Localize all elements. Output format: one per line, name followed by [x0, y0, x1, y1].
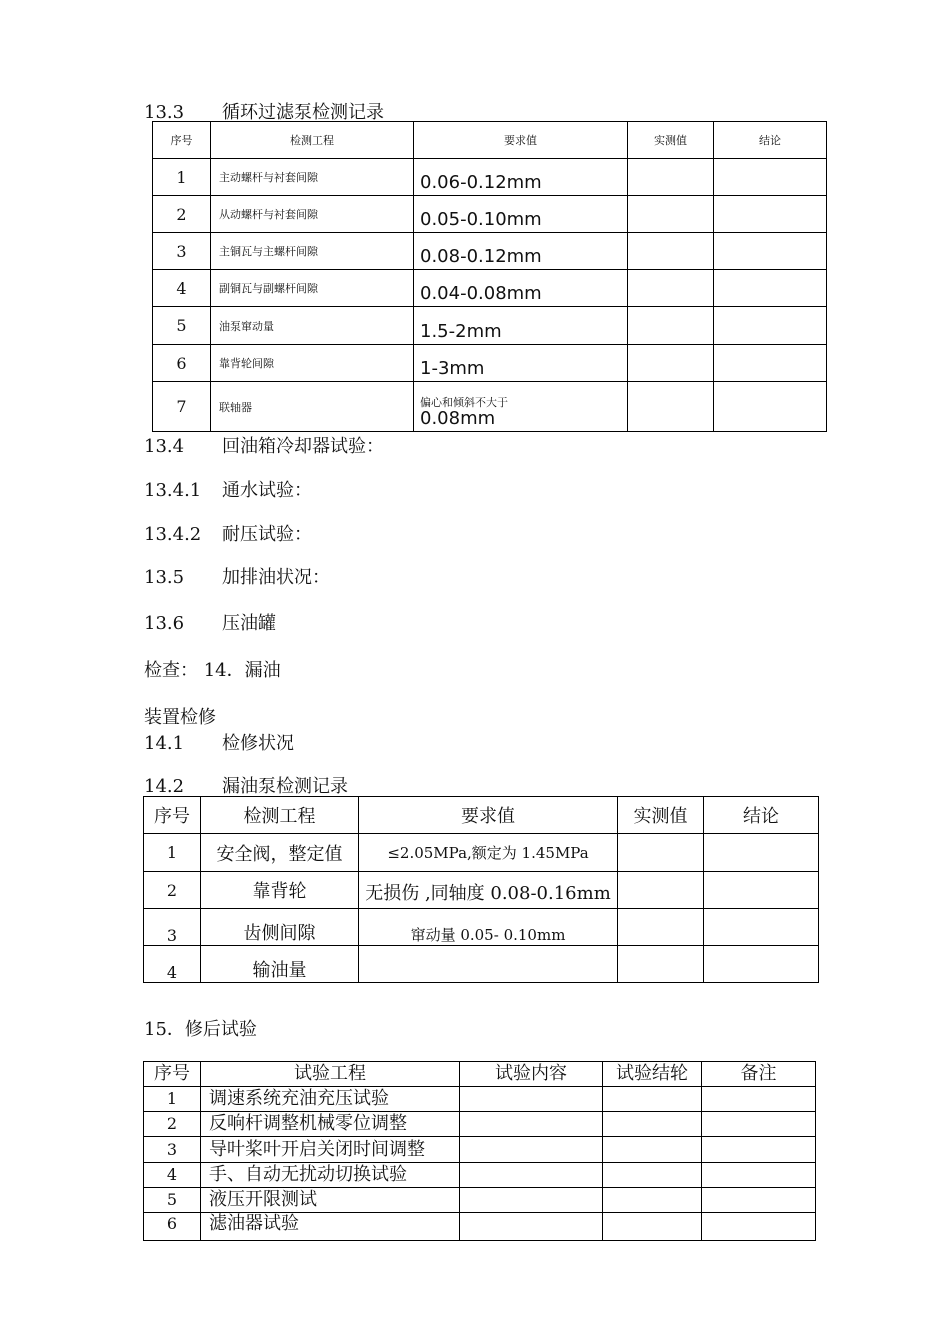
section-title: 加排油状况：: [222, 567, 330, 588]
required-value: 0.08-0.12mm: [414, 233, 628, 270]
required-value-note: 偏心和倾斜不大于: [420, 396, 508, 409]
section-number: 13.4.1: [144, 480, 202, 501]
required-value: 1.5-2mm: [414, 307, 628, 345]
header-cell: 检测工程: [211, 122, 414, 159]
table-row: [153, 382, 827, 432]
table-row: [153, 345, 827, 382]
table-row: [144, 1137, 816, 1163]
section-14-1-heading: [144, 729, 294, 755]
header-cell: 序号: [144, 1062, 201, 1087]
row-number: 1: [144, 1087, 201, 1112]
row-number: 6: [144, 1213, 201, 1241]
conclusion-cell[interactable]: [714, 382, 827, 432]
section-title: 耐压试验：: [222, 524, 312, 545]
test-item: 手、自动无扰动切换试验: [201, 1163, 460, 1188]
table-row: [153, 196, 827, 233]
section-13-4-heading: [144, 432, 384, 458]
section-title: 检修状况: [222, 733, 294, 754]
row-number: 1: [144, 834, 201, 872]
conclusion-cell[interactable]: [714, 233, 827, 270]
header-cell: 结论: [714, 122, 827, 159]
table-row: [144, 1087, 816, 1112]
check-item: 从动螺杆与衬套间隙: [211, 196, 414, 233]
required-value: 1-3mm: [414, 345, 628, 382]
remark-cell[interactable]: [702, 1188, 816, 1213]
required-value: ≤2.05MPa,额定为 1.45MPa: [359, 834, 618, 872]
section-14-title: 装置检修: [144, 707, 216, 728]
conclusion-cell[interactable]: [714, 196, 827, 233]
test-item: 液压开限测试: [201, 1188, 460, 1213]
test-result-cell[interactable]: [603, 1112, 702, 1137]
filter-pump-table: [152, 121, 827, 432]
row-number: 3: [144, 1137, 201, 1163]
test-result-cell[interactable]: [603, 1213, 702, 1241]
required-value-cell: [414, 382, 628, 432]
test-result-cell[interactable]: [603, 1163, 702, 1188]
header-cell: 实测值: [618, 797, 704, 834]
conclusion-cell[interactable]: [704, 946, 819, 983]
table-row: [144, 946, 819, 983]
table-row: [144, 1213, 816, 1241]
table-row: [144, 909, 819, 946]
required-value: 0.05-0.10mm: [414, 196, 628, 233]
section-title: 回油箱冷却器试验：: [222, 436, 384, 457]
required-value: [359, 946, 618, 983]
test-content-cell[interactable]: [460, 1112, 603, 1137]
table-header-row: [144, 1062, 816, 1087]
test-content-cell[interactable]: [460, 1087, 603, 1112]
measured-value-cell[interactable]: [618, 872, 704, 909]
header-cell: 试验结轮: [603, 1062, 702, 1087]
check-item: 齿侧间隙: [201, 909, 359, 946]
section-13-6-heading: [144, 609, 276, 635]
row-number: 3: [144, 909, 201, 946]
table-header-row: [144, 797, 819, 834]
check-item: 主铜瓦与主螺杆间隙: [211, 233, 414, 270]
measured-value-cell[interactable]: [628, 345, 714, 382]
section-number: 13.5: [144, 567, 185, 588]
section-number: 14.2: [144, 776, 185, 797]
section-number: 13.4: [144, 436, 185, 457]
measured-value-cell[interactable]: [618, 834, 704, 872]
row-number: 1: [153, 159, 211, 196]
section-13-4-2-heading: [144, 520, 312, 546]
required-value: 0.08mm: [420, 408, 496, 429]
measured-value-cell[interactable]: [628, 233, 714, 270]
table-row: [153, 159, 827, 196]
conclusion-cell[interactable]: [714, 307, 827, 345]
measured-value-cell[interactable]: [628, 307, 714, 345]
header-cell: 要求值: [414, 122, 628, 159]
section-title: 压油罐: [222, 613, 276, 634]
test-content-cell[interactable]: [460, 1163, 603, 1188]
test-content-cell[interactable]: [460, 1188, 603, 1213]
required-value: 无损伤 ,同轴度 0.08-0.16mm: [359, 872, 618, 909]
header-cell: 试验内容: [460, 1062, 603, 1087]
check-item: 联轴器: [211, 382, 414, 432]
section-title: 通水试验：: [222, 480, 312, 501]
section-number: 13.4.2: [144, 524, 202, 545]
test-item: 滤油器试验: [201, 1213, 460, 1241]
required-value: 0.06-0.12mm: [414, 159, 628, 196]
conclusion-cell[interactable]: [704, 834, 819, 872]
leak-pump-table: [143, 796, 819, 983]
remark-cell[interactable]: [702, 1087, 816, 1112]
header-cell: 实测值: [628, 122, 714, 159]
table-row: [153, 233, 827, 270]
conclusion-cell[interactable]: [704, 909, 819, 946]
check-item: 副铜瓦与副螺杆间隙: [211, 270, 414, 307]
row-number: 5: [144, 1188, 201, 1213]
check-item: 安全阀，整定值: [201, 834, 359, 872]
test-result-cell[interactable]: [603, 1137, 702, 1163]
table-row: [153, 270, 827, 307]
check-item: 主动螺杆与衬套间隙: [211, 159, 414, 196]
row-number: 2: [153, 196, 211, 233]
test-result-cell[interactable]: [603, 1188, 702, 1213]
table-row: [144, 872, 819, 909]
check-item: 输油量: [201, 946, 359, 983]
row-number: 4: [153, 270, 211, 307]
required-value: 0.04-0.08mm: [414, 270, 628, 307]
test-item: 调速系统充油充压试验: [201, 1087, 460, 1112]
row-number: 4: [144, 1163, 201, 1188]
section-number: 14.1: [144, 733, 185, 754]
table-row: [144, 1163, 816, 1188]
section-13-4-1-heading: [144, 476, 312, 502]
remark-cell[interactable]: [702, 1112, 816, 1137]
measured-value-cell[interactable]: [618, 946, 704, 983]
header-cell: 备注: [702, 1062, 816, 1087]
section-title: 漏油泵检测记录: [222, 776, 348, 797]
row-number: 6: [153, 345, 211, 382]
table-row: [153, 307, 827, 345]
post-repair-test-table: [143, 1061, 816, 1241]
section-14-line: 检查： 14．漏油: [144, 660, 281, 681]
measured-value-cell[interactable]: [628, 196, 714, 233]
header-cell: 试验工程: [201, 1062, 460, 1087]
header-cell: 结论: [704, 797, 819, 834]
row-number: 2: [144, 872, 201, 909]
table-row: [144, 1112, 816, 1137]
table-row: [144, 834, 819, 872]
conclusion-cell[interactable]: [714, 270, 827, 307]
conclusion-cell[interactable]: [714, 159, 827, 196]
check-item: 靠背轮: [201, 872, 359, 909]
measured-value-cell[interactable]: [628, 159, 714, 196]
section-13-5-heading: [144, 563, 330, 589]
section-15-heading: 15．修后试验: [144, 1019, 257, 1040]
header-cell: 序号: [153, 122, 211, 159]
row-number: 5: [153, 307, 211, 345]
section-14-2-heading: [144, 772, 348, 798]
remark-cell[interactable]: [702, 1213, 816, 1241]
conclusion-cell[interactable]: [714, 345, 827, 382]
section-number: 13.6: [144, 613, 185, 634]
header-cell: 序号: [144, 797, 201, 834]
header-cell: 检测工程: [201, 797, 359, 834]
test-item: 导叶桨叶开启关闭时间调整: [201, 1137, 460, 1163]
section-title: 循环过滤泵检测记录: [222, 102, 384, 123]
row-number: 2: [144, 1112, 201, 1137]
table-row: [144, 1188, 816, 1213]
measured-value-cell[interactable]: [628, 382, 714, 432]
test-item: 反响杆调整机械零位调整: [201, 1112, 460, 1137]
test-content-cell[interactable]: [460, 1137, 603, 1163]
table-header-row: [153, 122, 827, 159]
row-number: 3: [153, 233, 211, 270]
remark-cell[interactable]: [702, 1137, 816, 1163]
header-cell: 要求值: [359, 797, 618, 834]
measured-value-cell[interactable]: [628, 270, 714, 307]
test-content-cell[interactable]: [460, 1213, 603, 1241]
check-item: 油泵窜动量: [211, 307, 414, 345]
required-value: 窜动量 0.05- 0.10mm: [359, 909, 618, 946]
check-item: 靠背轮间隙: [211, 345, 414, 382]
row-number: 7: [153, 382, 211, 432]
row-number: 4: [144, 946, 201, 983]
remark-cell[interactable]: [702, 1163, 816, 1188]
measured-value-cell[interactable]: [618, 909, 704, 946]
section-number: 13.3: [144, 102, 185, 123]
conclusion-cell[interactable]: [704, 872, 819, 909]
test-result-cell[interactable]: [603, 1087, 702, 1112]
